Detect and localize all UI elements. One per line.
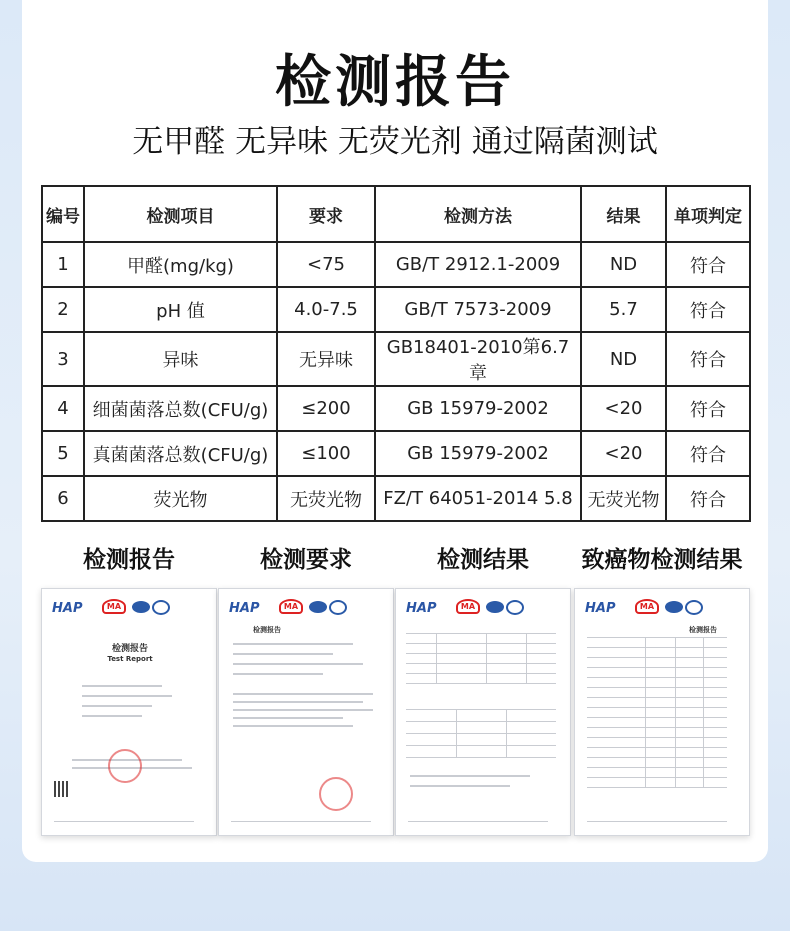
- table-cell: 4: [42, 386, 84, 431]
- table-cell: ≤100: [277, 431, 375, 476]
- thumbnail-label: 致癌物检测结果: [581, 547, 743, 573]
- table-row: [42, 332, 750, 386]
- table-header-row: [42, 186, 750, 242]
- report-page-image: [574, 588, 750, 836]
- certification-logos: [406, 599, 556, 621]
- column-header: 结果: [581, 186, 666, 242]
- certification-logos: [52, 599, 202, 621]
- table-cell: 无荧光物: [581, 476, 666, 521]
- table-cell: 甲醛(mg/kg): [84, 242, 277, 287]
- report-thumbnail[interactable]: [218, 540, 394, 836]
- thumbnail-label: 检测结果: [437, 547, 529, 573]
- table-cell: <75: [277, 242, 375, 287]
- official-stamp: [108, 749, 142, 783]
- ilac-logo: [132, 601, 150, 613]
- test-results-table: [41, 185, 751, 522]
- table-cell: 3: [42, 332, 84, 386]
- table-cell: 5: [42, 431, 84, 476]
- table-cell: 真菌菌落总数(CFU/g): [84, 431, 277, 476]
- report-thumbnail[interactable]: [395, 540, 571, 836]
- column-header: 要求: [277, 186, 375, 242]
- ilac-logo: [486, 601, 504, 613]
- table-cell: 符合: [666, 242, 750, 287]
- table-cell: FZ/T 64051-2014 5.8: [375, 476, 581, 521]
- table-cell: 符合: [666, 476, 750, 521]
- table-cell: 无异味: [277, 332, 375, 386]
- table-cell: GB18401-2010第6.7章: [375, 332, 581, 386]
- table-cell: 1: [42, 242, 84, 287]
- cnas-logo: [329, 600, 347, 615]
- table-cell: <20: [581, 431, 666, 476]
- table-cell: GB/T 7573-2009: [375, 287, 581, 332]
- cma-logo: MA: [102, 599, 126, 614]
- page-heading: 检测报告: [253, 626, 281, 634]
- table-cell: 2: [42, 287, 84, 332]
- thumbnail-label: 检测报告: [83, 547, 175, 573]
- table-row: [42, 476, 750, 521]
- table-row: [42, 386, 750, 431]
- column-header: 检测方法: [375, 186, 581, 242]
- table-row: [42, 242, 750, 287]
- column-header: 检测项目: [84, 186, 277, 242]
- cma-logo: MA: [635, 599, 659, 614]
- table-cell: 异味: [84, 332, 277, 386]
- report-thumbnails: [22, 540, 768, 840]
- table-cell: 5.7: [581, 287, 666, 332]
- column-header: 单项判定: [666, 186, 750, 242]
- page-subtitle: 无甲醛 无异味 无荧光剂 通过隔菌测试: [132, 124, 658, 160]
- qr-code: [54, 781, 70, 797]
- table-cell: GB 15979-2002: [375, 431, 581, 476]
- report-thumbnail[interactable]: [574, 540, 750, 836]
- page-heading: 检测报告: [111, 644, 148, 654]
- table-cell: ≤200: [277, 386, 375, 431]
- cma-logo: MA: [456, 599, 480, 614]
- page-heading: 检测报告: [689, 626, 717, 634]
- table-row: [42, 431, 750, 476]
- table-cell: ND: [581, 242, 666, 287]
- certification-logos: [229, 599, 379, 621]
- page-subheading: Test Report: [107, 655, 153, 663]
- table-cell: 荧光物: [84, 476, 277, 521]
- report-thumbnail[interactable]: [41, 540, 217, 836]
- hap-logo: HAP: [406, 601, 437, 616]
- table-cell: GB/T 2912.1-2009: [375, 242, 581, 287]
- page-title: 检测报告: [275, 50, 515, 115]
- table-cell: 细菌菌落总数(CFU/g): [84, 386, 277, 431]
- table-cell: ND: [581, 332, 666, 386]
- table-cell: 6: [42, 476, 84, 521]
- thumbnail-label: 检测要求: [260, 547, 352, 573]
- hap-logo: HAP: [585, 601, 616, 616]
- ilac-logo: [309, 601, 327, 613]
- table-cell: GB 15979-2002: [375, 386, 581, 431]
- table-cell: 符合: [666, 431, 750, 476]
- table-cell: 4.0-7.5: [277, 287, 375, 332]
- ilac-logo: [665, 601, 683, 613]
- cma-logo: MA: [279, 599, 303, 614]
- cnas-logo: [152, 600, 170, 615]
- report-page-image: [218, 588, 394, 836]
- table-cell: 符合: [666, 386, 750, 431]
- column-header: 编号: [42, 186, 84, 242]
- table-cell: 符合: [666, 332, 750, 386]
- certification-logos: [585, 599, 735, 621]
- table-row: [42, 287, 750, 332]
- official-stamp: [319, 777, 353, 811]
- table-cell: <20: [581, 386, 666, 431]
- report-page-image: [395, 588, 571, 836]
- hap-logo: HAP: [52, 601, 83, 616]
- table-cell: 符合: [666, 287, 750, 332]
- table-cell: pH 值: [84, 287, 277, 332]
- report-page-image: [41, 588, 217, 836]
- table-cell: 无荧光物: [277, 476, 375, 521]
- cnas-logo: [506, 600, 524, 615]
- cnas-logo: [685, 600, 703, 615]
- hap-logo: HAP: [229, 601, 260, 616]
